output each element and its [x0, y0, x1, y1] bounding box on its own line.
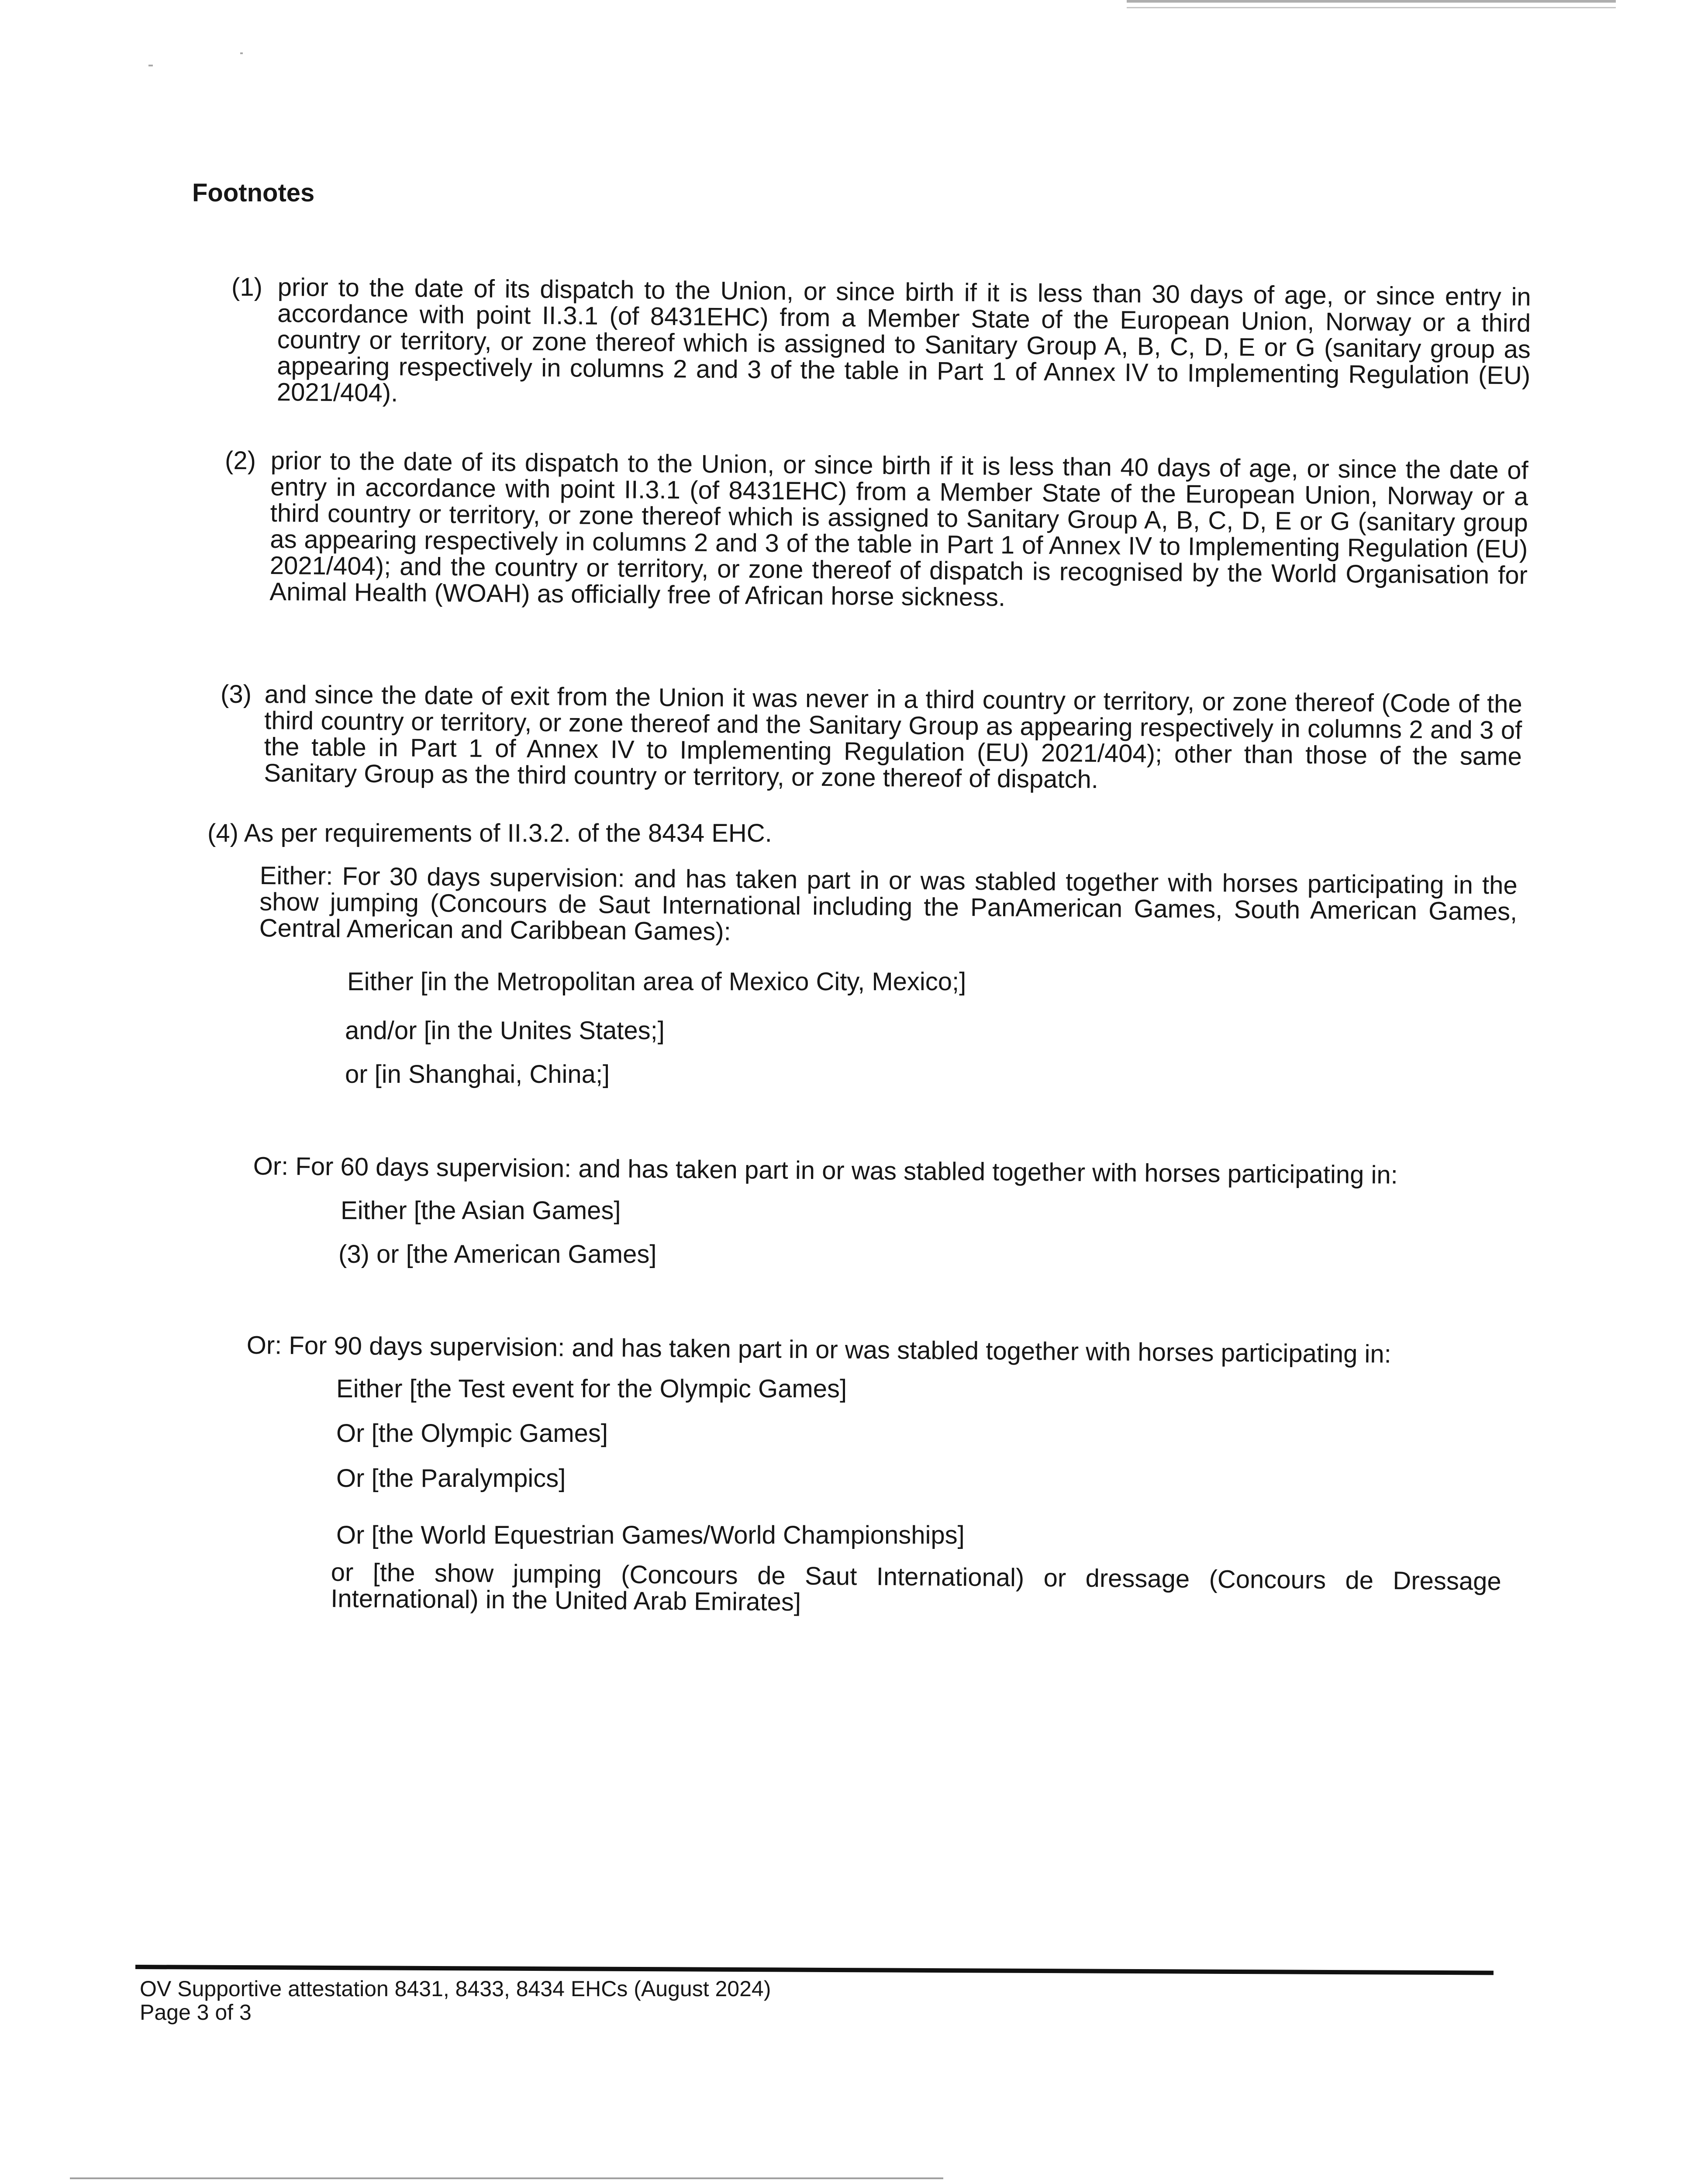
option-90-united-arab-emirates: or [the show jumping (Concours de Saut International) or dressage (Concours de Dressage International) in the United Arab Emirates]: [331, 1558, 1501, 1617]
footer-document-title: OV Supportive attestation 8431, 8433, 8434 EHCs (August 2024): [140, 1977, 771, 2001]
option-90-test-event: Either [the Test event for the Olympic Games]: [336, 1375, 847, 1403]
scan-speck: [148, 65, 153, 66]
option-30-united-states: and/or [in the Unites States;]: [345, 1016, 665, 1045]
option-90-olympic-games: Or [the Olympic Games]: [336, 1419, 608, 1448]
scan-artifact-bottom: [70, 2177, 943, 2179]
footnote-4-or-60-days: Or: For 60 days supervision: and has taken part in or was stabled together with horses participating in:: [253, 1152, 1398, 1189]
page-heading: Footnotes: [192, 179, 315, 207]
footnote-3-number: (3): [221, 680, 252, 708]
option-90-world-equestrian-games: Or [the World Equestrian Games/World Championships]: [336, 1521, 965, 1549]
option-90-paralympics: Or [the Paralympics]: [336, 1464, 566, 1493]
scan-artifact-top-faint: [1127, 7, 1616, 8]
footnote-4-either-30-days: Either: For 30 days supervision: and has taken part in or was stabled together with horses participating in the show jumping (Concours de Saut International including the PanAmerican Games, South American Games, Central American and Caribbean Games):: [259, 861, 1518, 946]
footer-page-number: Page 3 of 3: [140, 2000, 252, 2025]
scan-speck: [240, 52, 243, 54]
footnote-2-number: (2): [225, 446, 256, 475]
scan-artifact-top: [1127, 0, 1616, 3]
footer-rule: [135, 1965, 1494, 1975]
footnote-4-or-90-days: Or: For 90 days supervision: and has taken part in or was stabled together with horses participating in:: [246, 1331, 1391, 1368]
option-30-mexico: Either [in the Metropolitan area of Mexico City, Mexico;]: [347, 968, 966, 996]
footnote-2-text: prior to the date of its dispatch to the Union, or since birth if it is less than 40 days of age, or since the date of entry in accordance with point II.3.1 (of 8431EHC) from a Member State of the European Union, Norway or a third country or territory, or zone thereof which is assigned to Sanitary Group A, B, C, D, E or G (sanitary group as appearing respectively in columns 2 and 3 of the table in Part 1 of Annex IV to Implementing Regulation (EU) 2021/404); and the country or territory, or zone thereof of dispatch is recognised by the World Organisation for Animal Health (WOAH) as officially free of African horse sickness.: [269, 446, 1528, 612]
footnote-3-text: and since the date of exit from the Union it was never in a third country or territory, or zone thereof (Code of the third country or territory, or zone thereof and the Sanitary Group as appearing respectively in columns 2 and 3 of the table in Part 1 of Annex IV to Implementing Regulation (EU) 2021/404); other than those of the same Sanitary Group as the third country or territory, or zone thereof of dispatch.: [264, 680, 1522, 794]
option-60-asian-games: Either [the Asian Games]: [341, 1196, 621, 1225]
option-60-american-games: (3) or [the American Games]: [338, 1240, 657, 1268]
footnote-1-number: (1): [231, 273, 262, 301]
footnote-1-text: prior to the date of its dispatch to the Union, or since birth if it is less than 30 days of age, or since entry in accordance with point II.3.1 (of 8431EHC) from a Member State of the European Union, Norway or a third country or territory, or zone thereof which is assigned to Sanitary Group A, B, C, D, E or G (sanitary group as appearing respectively in columns 2 and 3 of the table in Part 1 of Annex IV to Implementing Regulation (EU) 2021/404).: [276, 273, 1531, 408]
option-30-shanghai: or [in Shanghai, China;]: [345, 1060, 610, 1089]
footnote-4-line: (4) As per requirements of II.3.2. of the 8434 EHC.: [207, 819, 772, 847]
